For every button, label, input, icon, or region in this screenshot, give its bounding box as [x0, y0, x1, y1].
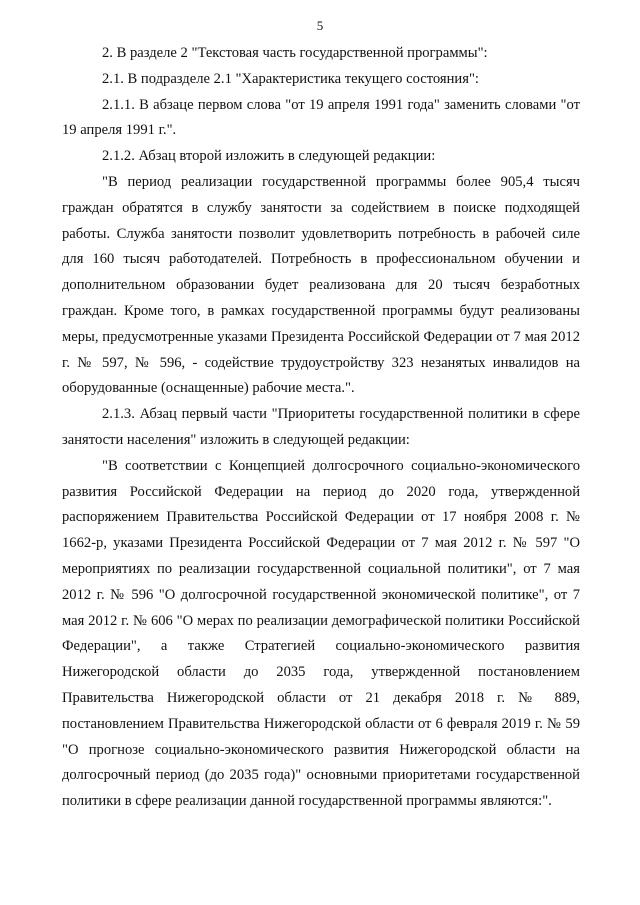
page-number: 5 — [316, 18, 324, 33]
paragraph-quote-employment: "В период реализации государственной программы более 905,4 тысяч граждан обратятся в службу занятости за содействием в поиске подходящей работы. Служба занятости позволит удовлетворить потребность в рабочей силе для 160 тысяч работодателей. Потребность в профессиональном обучении и дополнительном образовании будет реализована для 20 тысяч безработных граждан. Кроме того, в рамках государственной программы будут реализованы меры, предусмотренные указами Президента Российской Федерации от 7 мая 2012 г. № 597, № 596, - содействие трудоустройству 323 незанятых инвалидов на оборудованные (оснащенные) рабочие места.". — [62, 173, 580, 397]
document-body — [62, 41, 580, 815]
paragraph-item-2-1-3: 2.1.3. Абзац первый части "Приоритеты государственной политики в сфере занятости населения" изложить в следующей редакции: — [62, 406, 580, 448]
paragraph-quote-priorities: "В соответствии с Концепцией долгосрочного социально-экономического развития Российской Федерации на период до 2020 года, утвержденной распоряжением Правительства Российской Федерации от 17 ноября 2008 г. № 1662-р, указами Президента Российской Федерации от 7 мая 2012 г. № 597 "О мероприятиях по реализации государственной социальной политики", от 7 мая 2012 г. № 596 "О долгосрочной государственной экономической политике", от 7 мая 2012 г. № 606 "О мерах по реализации демографической политики Российской Федерации", а также Стратегией социально-экономического развития Нижегородской области до 2035 года, утвержденной постановлением Правительства Нижегородской области от 21 декабря 2018 г. № 889, постановлением Правительства Нижегородской области от 6 февраля 2019 г. № 59 "О прогнозе социально-экономического развития Нижегородской области на долгосрочный период (до 2035 года)" основными приоритетами государственной политики в сфере реализации данной государственной программы являются:". — [62, 457, 580, 810]
paragraph-section-2: 2. В разделе 2 "Текстовая часть государственной программы": — [102, 45, 488, 61]
paragraph-subsection-2-1: 2.1. В подразделе 2.1 "Характеристика текущего состояния": — [102, 70, 479, 87]
paragraph-item-2-1-1: 2.1.1. В абзаце первом слова "от 19 апреля 1991 года" заменить словами "от 19 апреля 1991 г.". — [62, 96, 580, 139]
paragraph-item-2-1-2: 2.1.2. Абзац второй изложить в следующей редакции: — [102, 148, 436, 165]
